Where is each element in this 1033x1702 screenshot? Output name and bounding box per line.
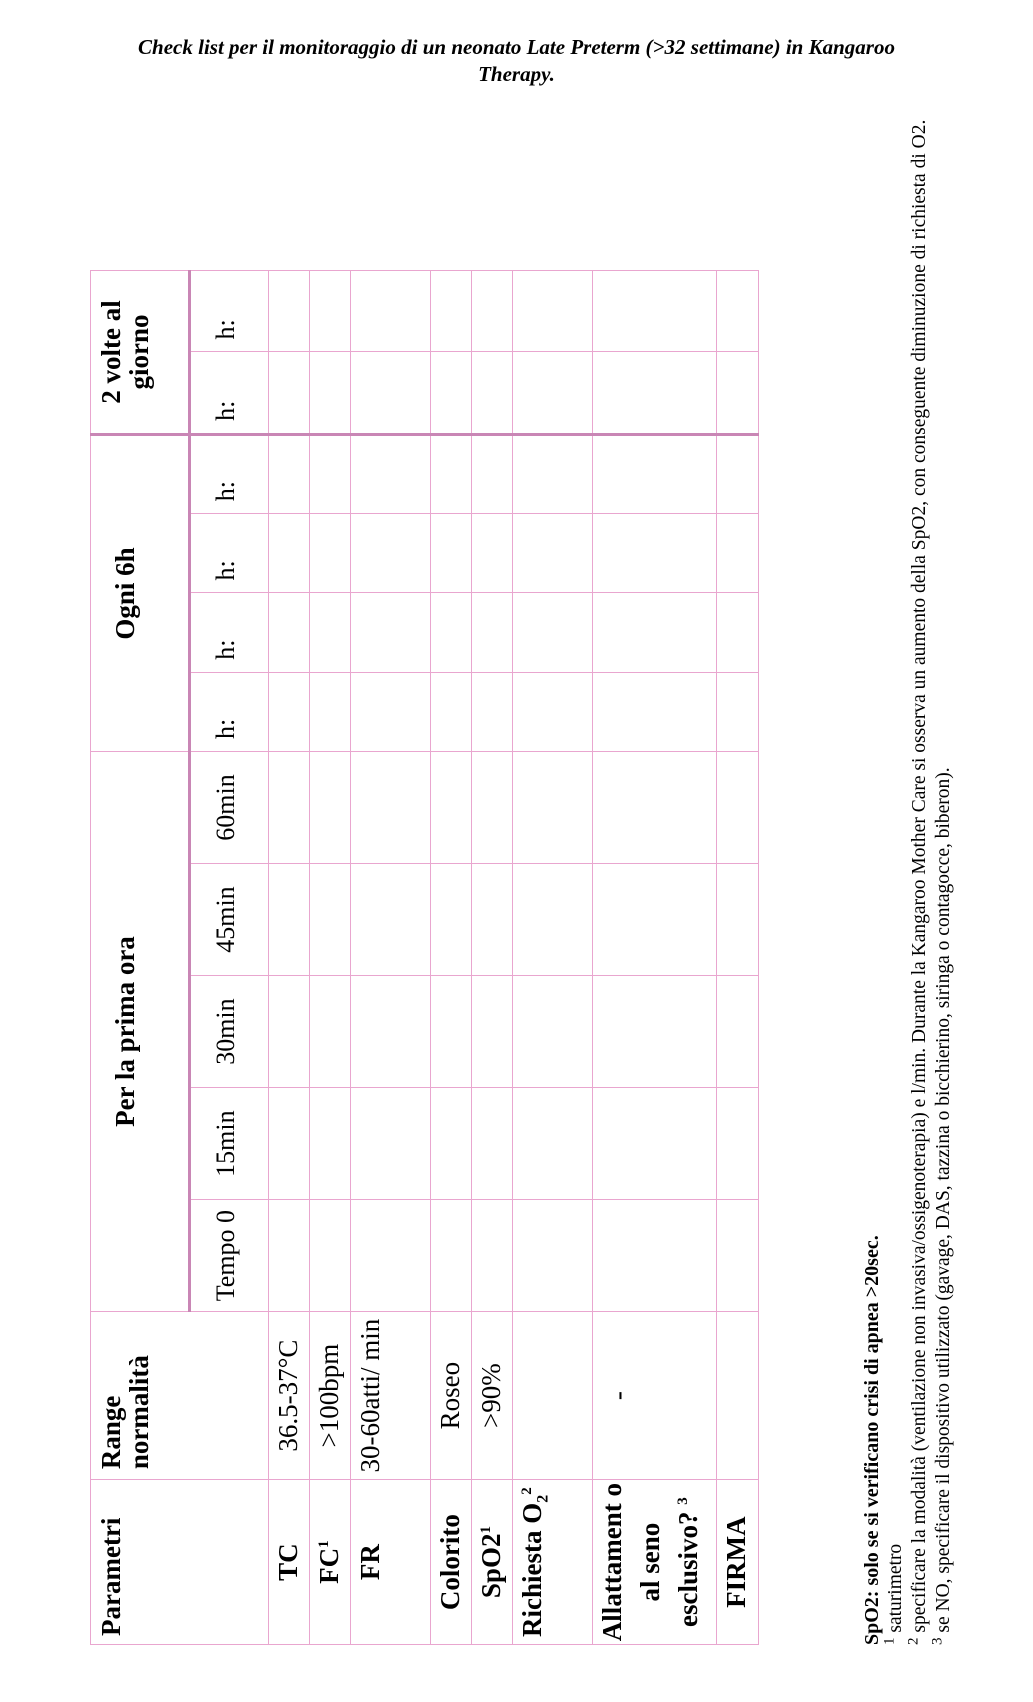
header-range: Range normalità <box>91 1312 269 1480</box>
range-firma <box>717 1312 759 1480</box>
param-tc: TC <box>269 1480 310 1645</box>
param-richiesta-o2: Richiesta $O_2^2$ <box>513 1480 593 1645</box>
checklist-table <box>90 270 759 1645</box>
param-allattamento: Allattament o al seno esclusivo? $^3$ <box>593 1480 717 1645</box>
hour-slot: h: <box>190 434 269 513</box>
note-spo2: SpO2: solo se si verificano crisi di apnea >20sec. <box>861 1235 883 1645</box>
hour-slot: h: <box>190 271 269 353</box>
title-line-2: Therapy. <box>478 62 555 86</box>
range-tc: 36.5-37°C <box>269 1312 310 1480</box>
time-15min: 15min <box>190 1088 269 1200</box>
range-fc: >100bpm <box>310 1312 351 1480</box>
param-firma: FIRMA <box>717 1480 759 1645</box>
footnotes <box>860 105 956 1645</box>
param-spo2: $SpO2^1$ <box>472 1480 513 1645</box>
hour-slot: h: <box>190 672 269 751</box>
header-first-hour: Per la prima ora <box>91 751 190 1311</box>
range-fr: 30-60atti/ min <box>351 1312 431 1480</box>
hour-slot: h: <box>190 514 269 593</box>
rotated-page-content <box>90 102 1033 1645</box>
header-twice-day: 2 volte al giorno <box>91 271 190 435</box>
time-60min: 60min <box>190 751 269 863</box>
hour-slot: h: <box>190 593 269 672</box>
header-every-6h: Ogni 6h <box>91 434 190 751</box>
range-allattamento: - <box>593 1312 717 1480</box>
note-1: $^1$ saturimetro <box>881 1543 906 1645</box>
title-line-1: Check list per il monitoraggio di un neonato Late Preterm (>32 settimane) in Kangaroo <box>138 35 895 59</box>
param-fc: $FC^1$ <box>310 1480 351 1645</box>
note-3: $^3$ se NO, specificare il dispositivo utilizzato (gavage, DAS, tazzina o bicchierino, siringa o contagocce, biberon). <box>929 767 954 1645</box>
param-fr: FR <box>351 1480 431 1645</box>
range-colorito: Roseo <box>431 1312 472 1480</box>
header-parametri: Parametri <box>91 1480 269 1645</box>
hour-slot: h: <box>190 352 269 434</box>
param-colorito: Colorito <box>431 1480 472 1645</box>
time-30min: 30min <box>190 976 269 1088</box>
range-spo2: >90% <box>472 1312 513 1480</box>
time-45min: 45min <box>190 864 269 976</box>
document-title <box>0 34 1033 88</box>
note-2: $^2$ specificare la modalità (ventilazione non invasiva/ossigenoterapia) e l/min. Durante la Kangaroo Mother Care si osserva un aumento della SpO2, con conseguente diminuzione di richiesta di O2. <box>905 119 930 1645</box>
range-richiesta-o2 <box>513 1312 593 1480</box>
time-tempo-0: Tempo 0 <box>190 1200 269 1312</box>
